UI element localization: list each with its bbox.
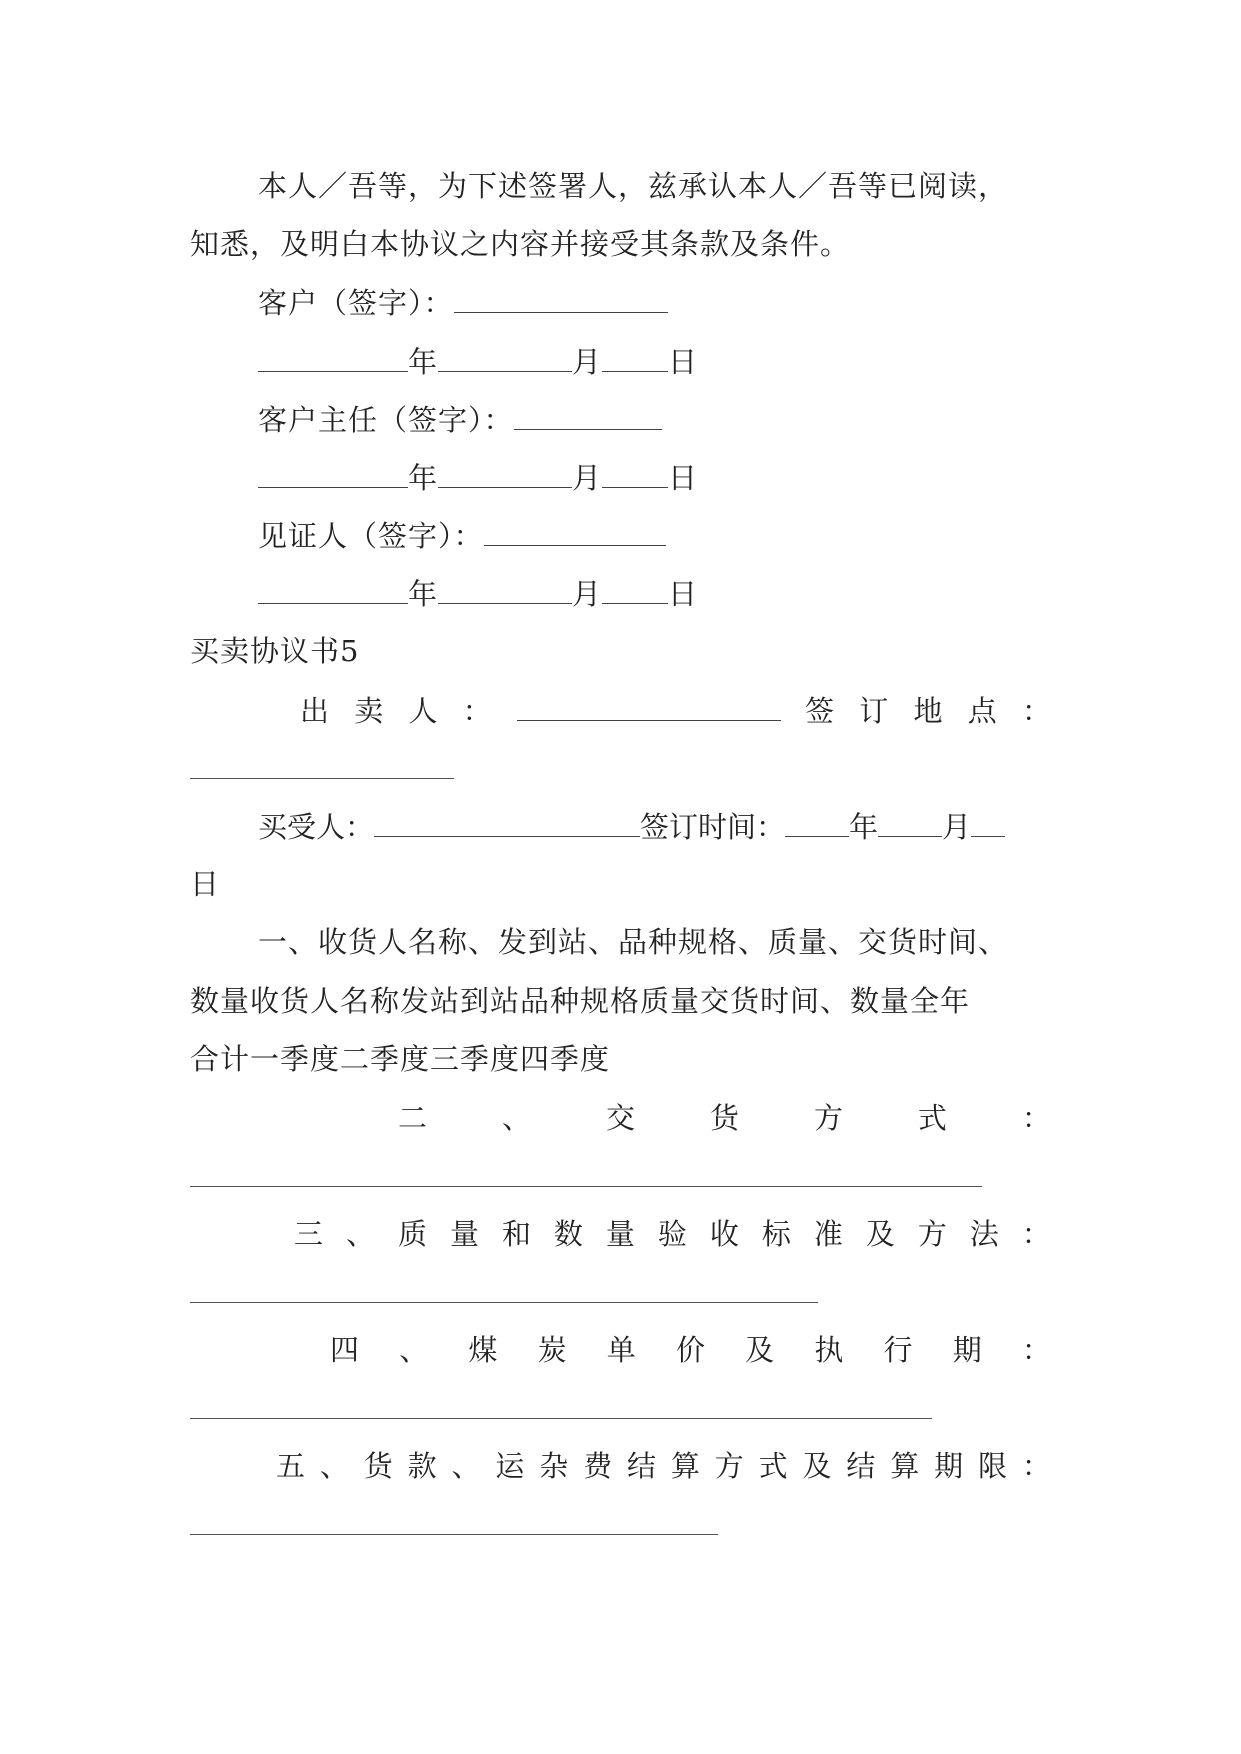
clause5-char: 费 [583, 1449, 614, 1483]
clause3-char: 方 [917, 1217, 948, 1251]
clause3-char: ： [1021, 1217, 1052, 1251]
clause5-char: 期 [934, 1449, 965, 1483]
seller-row [300, 690, 1052, 730]
manager-month-label: 月 [572, 461, 603, 495]
clause3-char: 量 [449, 1217, 480, 1251]
customer-signature-blank[interactable] [454, 282, 668, 313]
seller-label-1: 卖 [354, 694, 385, 728]
clause5-blank[interactable] [190, 1534, 718, 1535]
clause4-char: 及 [745, 1333, 776, 1367]
clause3-row [294, 1214, 1052, 1254]
clause4-row [330, 1330, 1052, 1370]
signing-day-label: 日 [190, 867, 221, 901]
clause3-char: 收 [709, 1217, 740, 1251]
signing-place-blank[interactable] [190, 778, 454, 779]
witness-year-label: 年 [408, 577, 439, 611]
clause5-char: 方 [714, 1449, 745, 1483]
manager-year-blank[interactable] [258, 457, 408, 488]
witness-date-row [258, 573, 698, 613]
customer-year-blank[interactable] [258, 341, 408, 372]
place-label-0: 签 [805, 694, 836, 728]
consent-line-1: 本人／吾等，为下述签署人，兹承认本人／吾等已阅读， [258, 169, 1009, 203]
section-title: 买卖协议书5 [190, 634, 360, 668]
clause3-char: 标 [761, 1217, 792, 1251]
place-label-2: 地 [913, 694, 944, 728]
clause5-char: ： [1021, 1449, 1052, 1483]
place-label-3: 点 [967, 694, 998, 728]
manager-month-blank[interactable] [438, 457, 572, 488]
clause5-char: 算 [670, 1449, 701, 1483]
clause3-char: 及 [865, 1217, 896, 1251]
clause4-char: 价 [675, 1333, 706, 1367]
seller-blank[interactable] [517, 690, 781, 721]
clause2-char: 货 [709, 1101, 740, 1135]
witness-month-label: 月 [572, 577, 603, 611]
seller-label-3: ： [462, 694, 493, 728]
manager-day-label: 日 [668, 461, 699, 495]
clause2-blank[interactable] [190, 1186, 982, 1187]
clause5-char: 算 [890, 1449, 921, 1483]
customer-signature-row [258, 282, 668, 322]
manager-date-row [258, 457, 698, 497]
clause2-char: 、 [501, 1101, 532, 1135]
clause4-char: ： [1021, 1333, 1052, 1367]
customer-month-blank[interactable] [438, 341, 572, 372]
clause1-line-2: 数量收货人名称发站到站品种规格质量交货时间、数量全年 [190, 984, 971, 1018]
signing-month-blank[interactable] [878, 806, 942, 837]
clause5-char: 杂 [539, 1449, 570, 1483]
clause5-char: 限 [978, 1449, 1009, 1483]
manager-signature-label: 客户主任（签字）： [258, 403, 514, 437]
clause4-char: 、 [399, 1333, 430, 1367]
clause5-char: 式 [758, 1449, 789, 1483]
clause4-char: 期 [952, 1333, 983, 1367]
clause5-char: 结 [627, 1449, 658, 1483]
signing-day-blank[interactable] [971, 806, 1005, 837]
customer-signature-label: 客户（签字）： [258, 286, 454, 320]
customer-month-label: 月 [572, 345, 603, 379]
clause4-char: 行 [883, 1333, 914, 1367]
signing-year-blank[interactable] [785, 806, 849, 837]
clause3-char: 、 [345, 1217, 376, 1251]
clause2-row [398, 1098, 1052, 1138]
clause5-char: 款 [407, 1449, 438, 1483]
place-label-1: 订 [859, 694, 890, 728]
witness-signature-blank[interactable] [484, 515, 666, 546]
clause5-char: 、 [451, 1449, 482, 1483]
clause2-char: 方 [813, 1101, 844, 1135]
manager-year-label: 年 [408, 461, 439, 495]
buyer-label: 买受人： [258, 810, 375, 844]
signing-month-label: 月 [942, 810, 972, 844]
witness-year-blank[interactable] [258, 573, 408, 604]
place-label-4: ： [1021, 694, 1052, 728]
clause5-char: 五 [276, 1449, 307, 1483]
signing-time-label: 签订时间： [640, 810, 786, 844]
witness-signature-row [258, 515, 666, 555]
customer-date-row [258, 341, 698, 381]
clause4-blank[interactable] [190, 1418, 932, 1419]
clause2-char: 交 [605, 1101, 636, 1135]
clause4-char: 单 [606, 1333, 637, 1367]
buyer-blank[interactable] [374, 806, 640, 837]
clause3-char: 三 [294, 1217, 325, 1251]
clause3-char: 质 [397, 1217, 428, 1251]
customer-day-blank[interactable] [602, 341, 668, 372]
clause5-char: 及 [802, 1449, 833, 1483]
signing-year-label: 年 [849, 810, 879, 844]
clause3-char: 数 [553, 1217, 584, 1251]
consent-line-2: 知悉，及明白本协议之内容并接受其条款及条件。 [190, 227, 851, 261]
clause5-char: 运 [495, 1449, 526, 1483]
clause4-char: 四 [330, 1333, 361, 1367]
clause5-char: 结 [846, 1449, 877, 1483]
clause3-char: 和 [501, 1217, 532, 1251]
customer-year-label: 年 [408, 345, 439, 379]
clause3-char: 量 [605, 1217, 636, 1251]
manager-signature-blank[interactable] [514, 399, 662, 430]
witness-month-blank[interactable] [438, 573, 572, 604]
clause3-char: 准 [813, 1217, 844, 1251]
buyer-row [258, 806, 1005, 846]
witness-signature-label: 见证人（签字）： [258, 519, 484, 553]
clause1-line-3: 合计一季度二季度三季度四季度 [190, 1042, 611, 1076]
clause1-line-1: 一、收货人名称、发到站、品种规格、质量、交货时间、 [258, 925, 1009, 959]
clause2-char: 二 [398, 1101, 429, 1135]
clause4-char: 执 [814, 1333, 845, 1367]
clause3-char: 验 [657, 1217, 688, 1251]
customer-day-label: 日 [668, 345, 699, 379]
clause2-char: ： [1021, 1101, 1052, 1135]
clause5-char: 、 [319, 1449, 350, 1483]
manager-signature-row [258, 399, 662, 439]
seller-label-2: 人 [408, 694, 439, 728]
clause3-blank[interactable] [190, 1302, 818, 1303]
clause4-char: 煤 [468, 1333, 499, 1367]
clause4-char: 炭 [537, 1333, 568, 1367]
seller-label-0: 出 [300, 694, 331, 728]
witness-day-label: 日 [668, 577, 699, 611]
clause5-row [276, 1446, 1052, 1486]
clause3-char: 法 [969, 1217, 1000, 1251]
witness-day-blank[interactable] [602, 573, 668, 604]
clause5-char: 货 [363, 1449, 394, 1483]
manager-day-blank[interactable] [602, 457, 668, 488]
clause2-char: 式 [917, 1101, 948, 1135]
